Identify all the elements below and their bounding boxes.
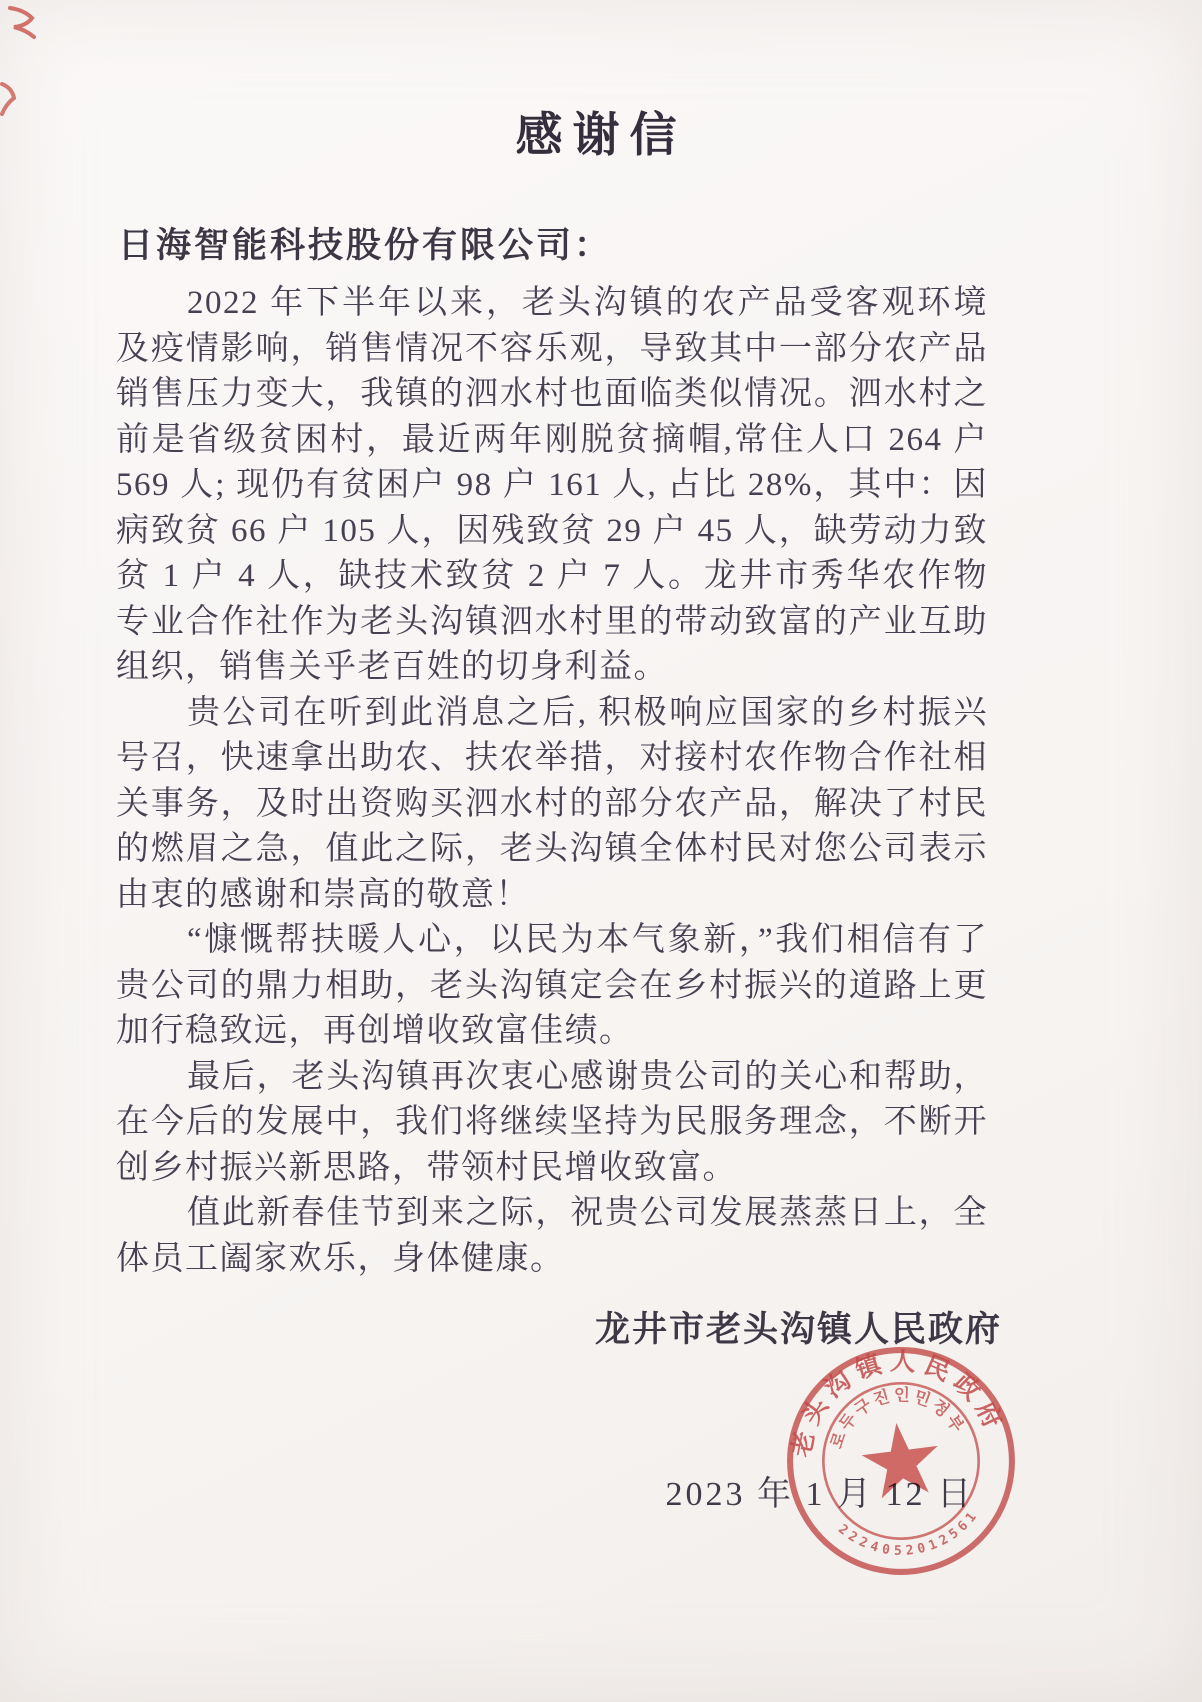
seal-serial-number: 2224052012561 [835, 1506, 983, 1559]
seal-star-icon [858, 1418, 943, 1500]
paragraph-2: 贵公司在听到此消息之后, 积极响应国家的乡村振兴号召，快速拿出助农、扶农举措，对接村农作物合作社相关事务，及时出资购买泗水村的部分农产品，解决了村民的燃眉之急，值此之际，老头沟镇全体村民对您公司表示由衷的感谢和崇高的敬意！ [116, 694, 988, 913]
date-line: 2023 年 1 月 12 日 [665, 1476, 974, 1513]
recipient-line: 日海智能科技股份有限公司： [118, 226, 613, 265]
official-seal-stamp-icon [766, 1326, 1036, 1596]
letter-body [116, 281, 988, 1282]
seal-chinese-arc-text: 老头沟镇人民政府 [788, 1348, 1009, 1460]
svg-text:2224052012561 [834, 1505, 987, 1567]
paragraph-1: 2022 年下半年以来，老头沟镇的农产品受客观环境及疫情影响，销售情况不容乐观，导致其中一部分农产品销售压力变大，我镇的泗水村也面临类似情况。泗水村之前是省级贫困村，最近两年刚脱贫摘帽,常住人口 264 户 569 人; 现仍有贫困户 98 户 161 人, 占比 28%，其中：因病致贫 66 户 105 人，因残致贫 29 户 45 人，缺劳动力致贫 1 户 4 人，缺技术致贫 2 户 7 人。龙井市秀华农作物专业合作社作为老头沟镇泗水村里的带动致富的产业互助组织，销售关乎老百姓的切身利益。 [116, 285, 988, 685]
paragraph-3: “慷慨帮扶暖人心，以民为本气象新，”我们相信有了贵公司的鼎力相助，老头沟镇定会在乡村振兴的道路上更加行稳致远，再创增收致富佳绩。 [116, 922, 988, 1049]
seal-korean-arc-text: 로두구진인민정부 [826, 1385, 970, 1452]
letter-title: 感谢信 [515, 110, 687, 162]
paragraph-5: 值此新春佳节到来之际，祝贵公司发展蒸蒸日上，全体员工阖家欢乐，身体健康。 [116, 1195, 988, 1277]
red-ink-fragment-icon [0, 0, 70, 140]
paragraph-4: 最后，老头沟镇再次衷心感谢贵公司的关心和帮助，在今后的发展中，我们将继续坚持为民服务理念，不断开创乡村振兴新思路，带领村民增收致富。 [116, 1058, 988, 1186]
signature-line: 龙井市老头沟镇人民政府 [594, 1310, 1002, 1349]
